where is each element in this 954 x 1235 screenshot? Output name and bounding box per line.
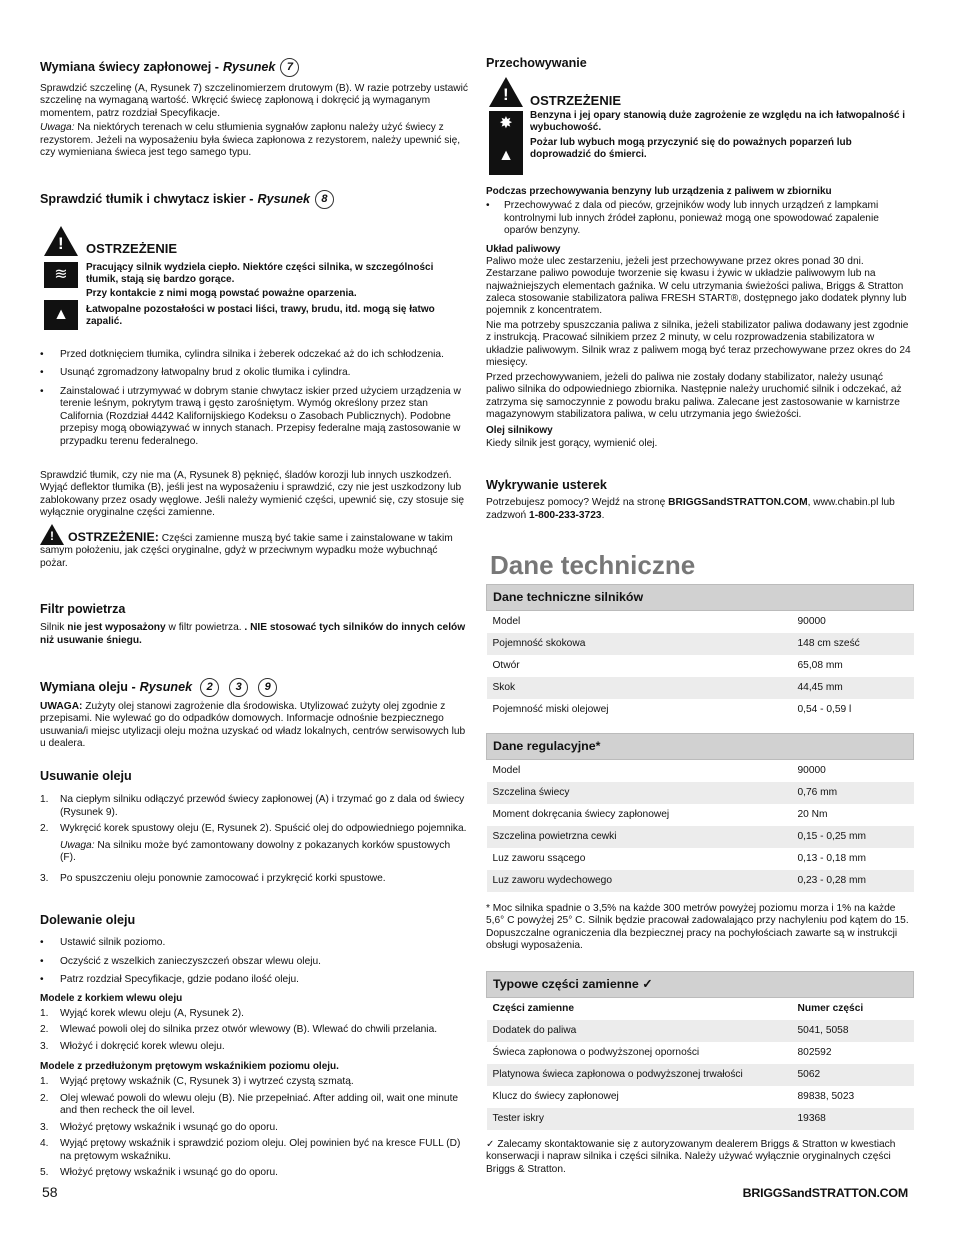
table-row: Luz zaworu wydechowego 0,23 - 0,28 mm <box>487 870 914 892</box>
list-item: • Przechowywać z dala od pieców, grzejników wody lub innych urządzeń z lampkami kontrolnymi lub innych źródeł zapłonu, ponieważ mogą one spowodować zapalenie oparów benzyny. <box>486 200 914 237</box>
troubleshooting-text: Potrzebujesz pomocy? Wejdź na stronę BRIGGSandSTRATTON.COM, www.chabin.pl lub zadzwoń 1-800-233-3723. <box>486 497 895 521</box>
parts-footnote: ✓ Zalecamy skontaktowanie się z autoryzowanym dealerem Briggs & Stratton w kwestiach konserwacji i napraw silnika i części silnika. Należy używać wyłącznie oryginalnych części Briggs & Stratton. <box>486 1139 896 1175</box>
table-header: Dane regulacyjne* <box>487 734 914 760</box>
list-item: 2. Olej wlewać powoli do wlewu oleju (B). Nie przepełniać. After adding oil, wait one minute and then recheck the oil level. <box>40 1092 459 1117</box>
oil-removal-section <box>40 769 468 889</box>
air-filter-section <box>40 602 468 649</box>
oil-change-note: UWAGA: Zużyty olej stanowi zagrożenie dla środowiska. Utylizować zużyty olej zgodnie z przepisami. Nie wylewać go do odpadków domowych. Informacje odnośnie bezpiecznego usuwania/i miejsc utylizacji oleju można uzyskać od władz lokalnych, centrów serwisowych lub u dealera. <box>40 701 466 750</box>
fill-cap-steps <box>40 1008 468 1053</box>
storage-warning-title: OSTRZEŻENIE <box>530 93 622 108</box>
fill-cap-subheading: Modele z korkiem wlewu oleju <box>40 992 183 1004</box>
muffler-warning-title: OSTRZEŻENIE <box>86 241 178 256</box>
spark-plug-section <box>40 58 468 162</box>
list-item: 3. Włożyć i dokręcić korek wlewu oleju. <box>40 1040 225 1052</box>
table-row: Tester iskry 19368 <box>487 1108 914 1130</box>
storage-body <box>486 186 914 452</box>
list-item: 2. Wykręcić korek spustowy oleju (E, Rysunek 2). Spuścić olej do odpowiedniego pojemnika. Uwaga: Na silniku może być zamontowany dowolny z pokazanych korków spustowych (F). <box>40 823 467 864</box>
list-item: 3. Po spuszczeniu oleju ponownie zamocować i przykręcić korki spustowe. <box>40 872 386 884</box>
list-item: 4. Wyjąć prętowy wskaźnik i sprawdzić poziom oleju. Olej powinien być na kresce FULL (D) na prętowym wskaźniku. <box>40 1138 461 1162</box>
muffler-heading: Sprawdzić tłumik i chwytacz iskier - Rysunek 8 <box>40 190 468 209</box>
engine-specs-table <box>486 584 914 721</box>
table-row: Szczelina powietrzna cewki 0,15 - 0,25 mm <box>487 826 914 848</box>
storage-subheading-fuel-system: Układ paliwowy <box>486 243 561 255</box>
spark-plug-text: Sprawdzić szczelinę (A, Rysunek 7) szczelinomierzem drutowym (B). W razie potrzeby ustawić szczelinę na wymaganą wartość. Wkręcić świecę zapłonową i dokręcić ją wymaganym momentem, patrz rozdział Specyfikacje. <box>40 83 468 119</box>
list-item: 3. Włożyć prętowy wskaźnik i wsunąć go do oporu. <box>40 1121 278 1133</box>
oil-removal-heading: Usuwanie oleju <box>40 769 132 783</box>
list-item: 1. Wyjąć prętowy wskaźnik (C, Rysunek 3) i wytrzeć czystą szmatą. <box>40 1076 354 1088</box>
tuneup-specs-table <box>486 733 914 892</box>
warning-triangle-icon: ! <box>489 77 523 107</box>
air-filter-heading: Filtr powietrza <box>40 602 126 616</box>
replacement-parts-table <box>486 971 914 1130</box>
oil-removal-steps <box>40 794 468 885</box>
dipstick-subheading: Modele z przedłużonym prętowym wskaźnikiem poziomu oleju. <box>40 1061 339 1073</box>
oil-add-heading: Dolewanie oleju <box>40 913 136 927</box>
list-item: • Przed dotknięciem tłumika, cylindra silnika i żeberek odczekać aż do ich schłodzenia. <box>40 349 468 361</box>
figure-ref-3: 3 <box>229 678 248 697</box>
list-item: 5. Włożyć prętowy wskaźnik i wsunąć go do oporu. <box>40 1166 278 1178</box>
storage-paragraph-3: Przed przechowywaniem, jeżeli do paliwa nie zostały dodany stabilizator, należy usunąć paliwo silnika do odpowiedniego zbiornika. Następnie należy uruchomić silnik i odczekać, aż zatrzyma się samoczynnie z powodu braku paliwa. Zalecane jest zastosowanie w karnistrze magazynowym stabilizatora paliwa, w celu utrzymania jego świeżości. <box>486 371 902 420</box>
oil-add-section <box>40 913 468 1183</box>
table-row: Dodatek do paliwa 5041, 5058 <box>487 1020 914 1042</box>
storage-warning-2: Pożar lub wybuch mogą przyczynić się do poważnych poparzeń lub doprowadzić do śmierci. <box>530 137 852 161</box>
air-filter-text: Silnik nie jest wyposażony w filtr powietrza. . NIE stosować tych silników do innych celów niż usuwanie śniegu. <box>40 622 466 646</box>
storage-paragraph-4: Kiedy silnik jest gorący, wymienić olej. <box>486 437 658 449</box>
muffler-paragraph: Sprawdzić tłumik, czy nie ma (A, Rysunek 8) pęknięć, śladów korozji lub innych uszkodzeń. Wyjąć deflektor tłumika (B), jeśli jest na wyposażeniu i sprawdzić, czy nie jest uszkodzony lub zablokowany przez osady węglowe. Jeśli należy wymienić części, upewnić się, czy stosuje się wyłącznie oryginalne części zamienne. <box>40 470 465 519</box>
list-item: • Ustawić silnik poziomo. <box>40 937 468 949</box>
list-item: 1. Wyjąć korek wlewu oleju (A, Rysunek 2). <box>40 1007 244 1019</box>
storage-warning-1: Benzyna i jej opary stanowią duże zagrożenie ze względu na ich łatwopalność i wybuchowość. <box>530 110 906 134</box>
table-row: Szczelina świecy 0,76 mm <box>487 782 914 804</box>
warning-triangle-icon: ! <box>44 226 78 256</box>
table-row: Świeca zapłonowa o podwyższonej oporności 802592 <box>487 1042 914 1064</box>
muffler-warning-2: Przy kontakcie z nimi mogą powstać poważne oparzenia. <box>86 288 357 299</box>
table-header: Dane techniczne silników <box>487 585 914 611</box>
muffler-warning-1: Pracujący silnik wydziela ciepło. Niektóre części silnika, w szczególności tłumik, stają się bardzo gorące. <box>86 262 434 286</box>
muffler-bullet-list <box>40 349 468 454</box>
figure-ref-9: 9 <box>258 678 277 697</box>
figure-ref-8: 8 <box>315 190 334 209</box>
warning-triangle-icon: ! <box>40 524 64 545</box>
list-item: • Usunąć zgromadzony łatwopalny brud z okolic tłumika i cylindra. <box>40 367 468 379</box>
oil-add-bullets <box>40 937 468 986</box>
figure-ref-2: 2 <box>200 678 219 697</box>
specs-title: Dane techniczne <box>490 550 696 580</box>
table-row: Otwór 65,08 mm <box>487 655 914 677</box>
oil-removal-note: Uwaga: Na silniku może być zamontowany dowolny z pokazanych korków spustowych (F). <box>60 839 451 864</box>
website-link[interactable]: BRIGGSandSTRATTON.COM <box>668 497 808 509</box>
fire-icon: ▲ <box>489 137 523 175</box>
table-row: Skok 44,45 mm <box>487 677 914 699</box>
troubleshooting-section <box>486 478 914 524</box>
explosion-icon: ✸ <box>489 111 523 137</box>
storage-paragraph-2: Nie ma potrzeby spuszczania paliwa z silnika, jeżeli stabilizator paliwa dodawany jest zgodnie z instrukcją. Pracować silnikiem przez 2 minuty, w celu rozprowadzenia stabilizatora w układzie paliwowym. Silnik wraz z paliwem mogą być teraz przechowywane przez okres do 24 miesięcy. <box>486 319 911 369</box>
storage-subheading-oil: Olej silnikowy <box>486 425 553 437</box>
page-number: 58 <box>42 1184 58 1200</box>
muffler-section <box>40 190 468 209</box>
list-item: • Patrz rozdział Specyfikacje, gdzie podano ilość oleju. <box>40 974 468 986</box>
spark-plug-heading: Wymiana świecy zapłonowej - Rysunek 7 <box>40 58 468 77</box>
table-header: Typowe części zamienne ✓ <box>487 972 914 998</box>
fire-icon: ▲ <box>44 300 78 330</box>
table-column-headers: Części zamienne Numer części <box>487 998 914 1021</box>
figure-ref-7: 7 <box>280 58 299 77</box>
storage-subheading-fuel: Podczas przechowywania benzyny lub urządzenia z paliwem w zbiorniku <box>486 186 832 197</box>
table-row: Klucz do świecy zapłonowej 89838, 5023 <box>487 1086 914 1108</box>
table-row: Model 90000 <box>487 611 914 634</box>
table-row: Platynowa świeca zapłonowa o podwyższonej trwałości 5062 <box>487 1064 914 1086</box>
list-item: 1. Na ciepłym silniku odłączyć przewód świecy zapłonowej (A) i trzymać go z dala od świecy (Rysunek 9). <box>40 794 465 818</box>
oil-change-heading: Wymiana oleju - Rysunek 2 3 9 <box>40 678 468 697</box>
table-row: Luz zaworu ssącego 0,13 - 0,18 mm <box>487 848 914 870</box>
brand-footer: BRIGGSandSTRATTON.COM <box>742 1186 908 1200</box>
storage-paragraph-1: Paliwo może ulec zestarzeniu, jeżeli jest przechowywane przez okres ponad 30 dni. Zestarzane paliwo powoduje tworzenie się kwasu i żywic w układzie paliwowym lub na najważniejszych elementach gaźnika. W celu utrzymania świeżości paliwa, Briggs & Stratton zaleca stosowanie stabilizatora paliwa FRESH START®, dostępnego jako dodatek płynny lub pojemnik z koncentratem. <box>486 255 907 317</box>
spark-plug-note: Uwaga: Na niektórych terenach w celu stłumienia sygnałów zapłonu należy użyć świecy z rezystorem. Jeżeli na wyposażeniu była świeca zapłonowa z rezystorem, należy upewnić się, czy wymieniana świeca jest tego samego typu. <box>40 122 461 159</box>
dipstick-steps <box>40 1076 468 1179</box>
table-row: Model 90000 <box>487 760 914 783</box>
oil-change-section <box>40 678 468 753</box>
table-row: Moment dokręcania świecy zapłonowej 20 Nm <box>487 804 914 826</box>
list-item: 2. Wlewać powoli olej do silnika przez otwór wlewowy (B). Wlewać do chwili przelania. <box>40 1024 438 1036</box>
phone-number: 1-800-233-3723 <box>529 509 602 521</box>
list-item: • Zainstalować i utrzymywać w dobrym stanie chwytacz iskier przed użyciem urządzenia w terenie leśnym, pokrytym trawą i gęsto zarośniętym. Wymóg określony przez stan California (Rozdział 4442 Kalifornijskiego Kodeksu o Zasobach Publicznych). Podobne przepisy mogą obowiązywać w innych stanach. Przepisy federalne mają zastosowanie w przypadku terenu federalnego. <box>40 386 468 448</box>
hot-surface-icon: ≋ <box>44 262 78 288</box>
storage-bullets <box>486 200 914 237</box>
muffler-warning-inline: ! OSTRZEŻENIE: Części zamienne muszą być takie same i zainstalowane w takim samym położeniu, jak części oryginalne, gdyż w przeciwnym wypadku może wybuchnąć pożar. <box>40 524 468 570</box>
troubleshooting-heading: Wykrywanie usterek <box>486 478 607 492</box>
table-row: Pojemność miski olejowej 0,54 - 0,59 l <box>487 699 914 721</box>
table-row: Pojemność skokowa 148 cm sześć <box>487 633 914 655</box>
storage-heading: Przechowywanie <box>486 56 587 70</box>
tuneup-footnote: * Moc silnika spadnie o 3,5% na każde 300 metrów powyżej poziomu morza i 1% na każde 5,6° C powyżej 25° C. Silnik będzie pracował zadowalająco przy nachyleniu pod kątem do 15. Dopuszczalne ograniczenia dla bezpiecznej pracy na pochyłościach zawarte są w instrukcji obsługi wyposażenia. <box>486 903 909 952</box>
muffler-warning-3: Łatwopalne pozostałości w postaci liści, trawy, brudu, itd. mogą się łatwo zapalić. <box>86 304 435 328</box>
list-item: • Oczyścić z wszelkich zanieczyszczeń obszar wlewu oleju. <box>40 956 468 968</box>
